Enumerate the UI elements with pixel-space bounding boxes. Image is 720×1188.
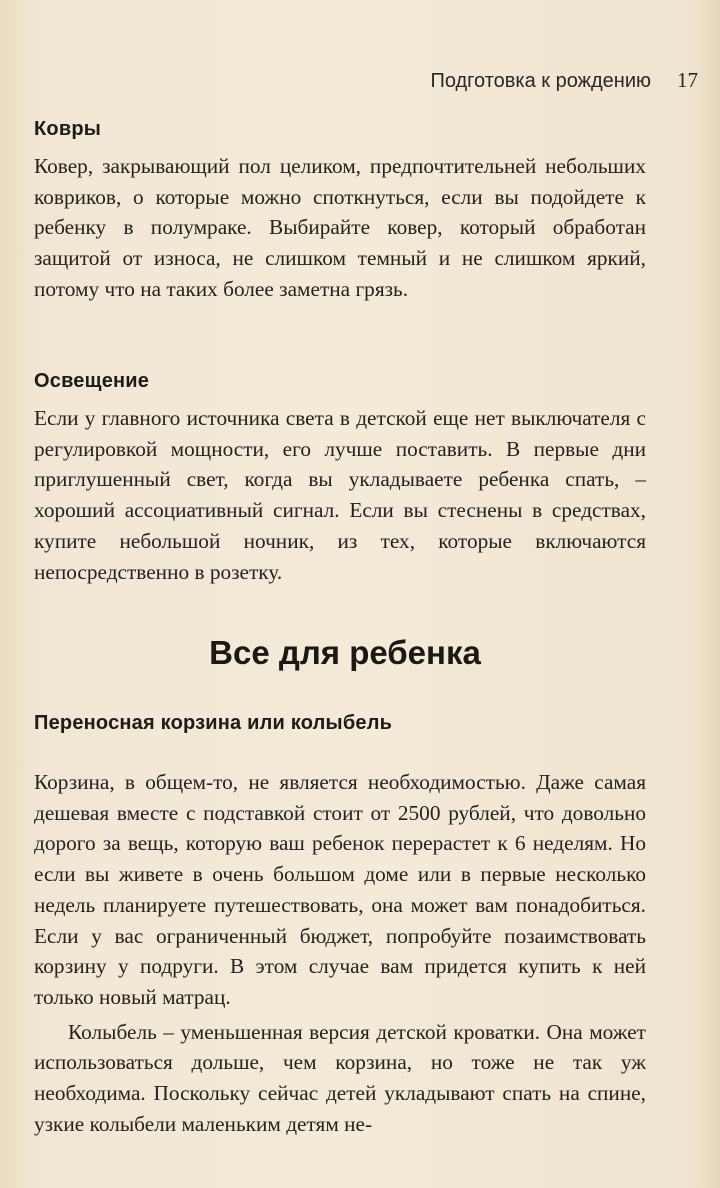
section-carpets — [34, 118, 646, 305]
basket-paragraph-1: Корзина, в общем-то, не является необходимостью. Даже самая дешевая вместе с подставкой стоит от 2500 рублей, что довольно дорого за вещь, которую ваш ребенок перерастет к 6 неделям. Но если вы живете в очень большом доме или в первые несколько недель планируете путешествовать, она может вам понадобиться. Если у вас ограниченный бюджет, попробуйте позаимствовать корзину у подруги. В этом случае вам придется купить к ней только новый матрац. — [34, 770, 646, 1009]
lighting-heading: Освещение — [34, 370, 150, 392]
running-head — [0, 68, 698, 93]
running-head-title: Подготовка к рождению — [430, 70, 651, 92]
carpets-paragraph: Ковер, закрывающий пол целиком, предпочтительней небольших ковриков, о которые можно споткнуться, если вы подойдете к ребенку в полумраке. Выбирайте ковер, который обработан защитой от износа, не слишком темный и не слишком яркий, потому что на таких более заметна грязь. — [34, 154, 646, 301]
carpets-heading: Ковры — [34, 118, 102, 140]
lighting-paragraph: Если у главного источника света в детской еще нет выключателя с регулировкой мощности, его лучше поставить. В первые дни приглушенный свет, когда вы укладываете ребенка спать, – хороший ассоциативный сигнал. Если вы стеснены в средствах, купите небольшой ночник, из тех, которые включаются непосредственно в розетку. — [34, 406, 646, 584]
basket-paragraph-2: Колыбель – уменьшенная версия детской кроватки. Она может использоваться дольше, чем корзина, но тоже не так уж необходима. Поскольку сейчас детей укладывают спать на спине, узкие колыбели маленьким детям не- — [34, 1019, 646, 1136]
section-title: Все для ребенка — [209, 634, 481, 671]
section-basket — [34, 712, 646, 1139]
section-lighting — [34, 370, 646, 587]
page-number: 17 — [677, 68, 698, 92]
basket-heading: Переносная корзина или колыбель — [34, 712, 393, 734]
